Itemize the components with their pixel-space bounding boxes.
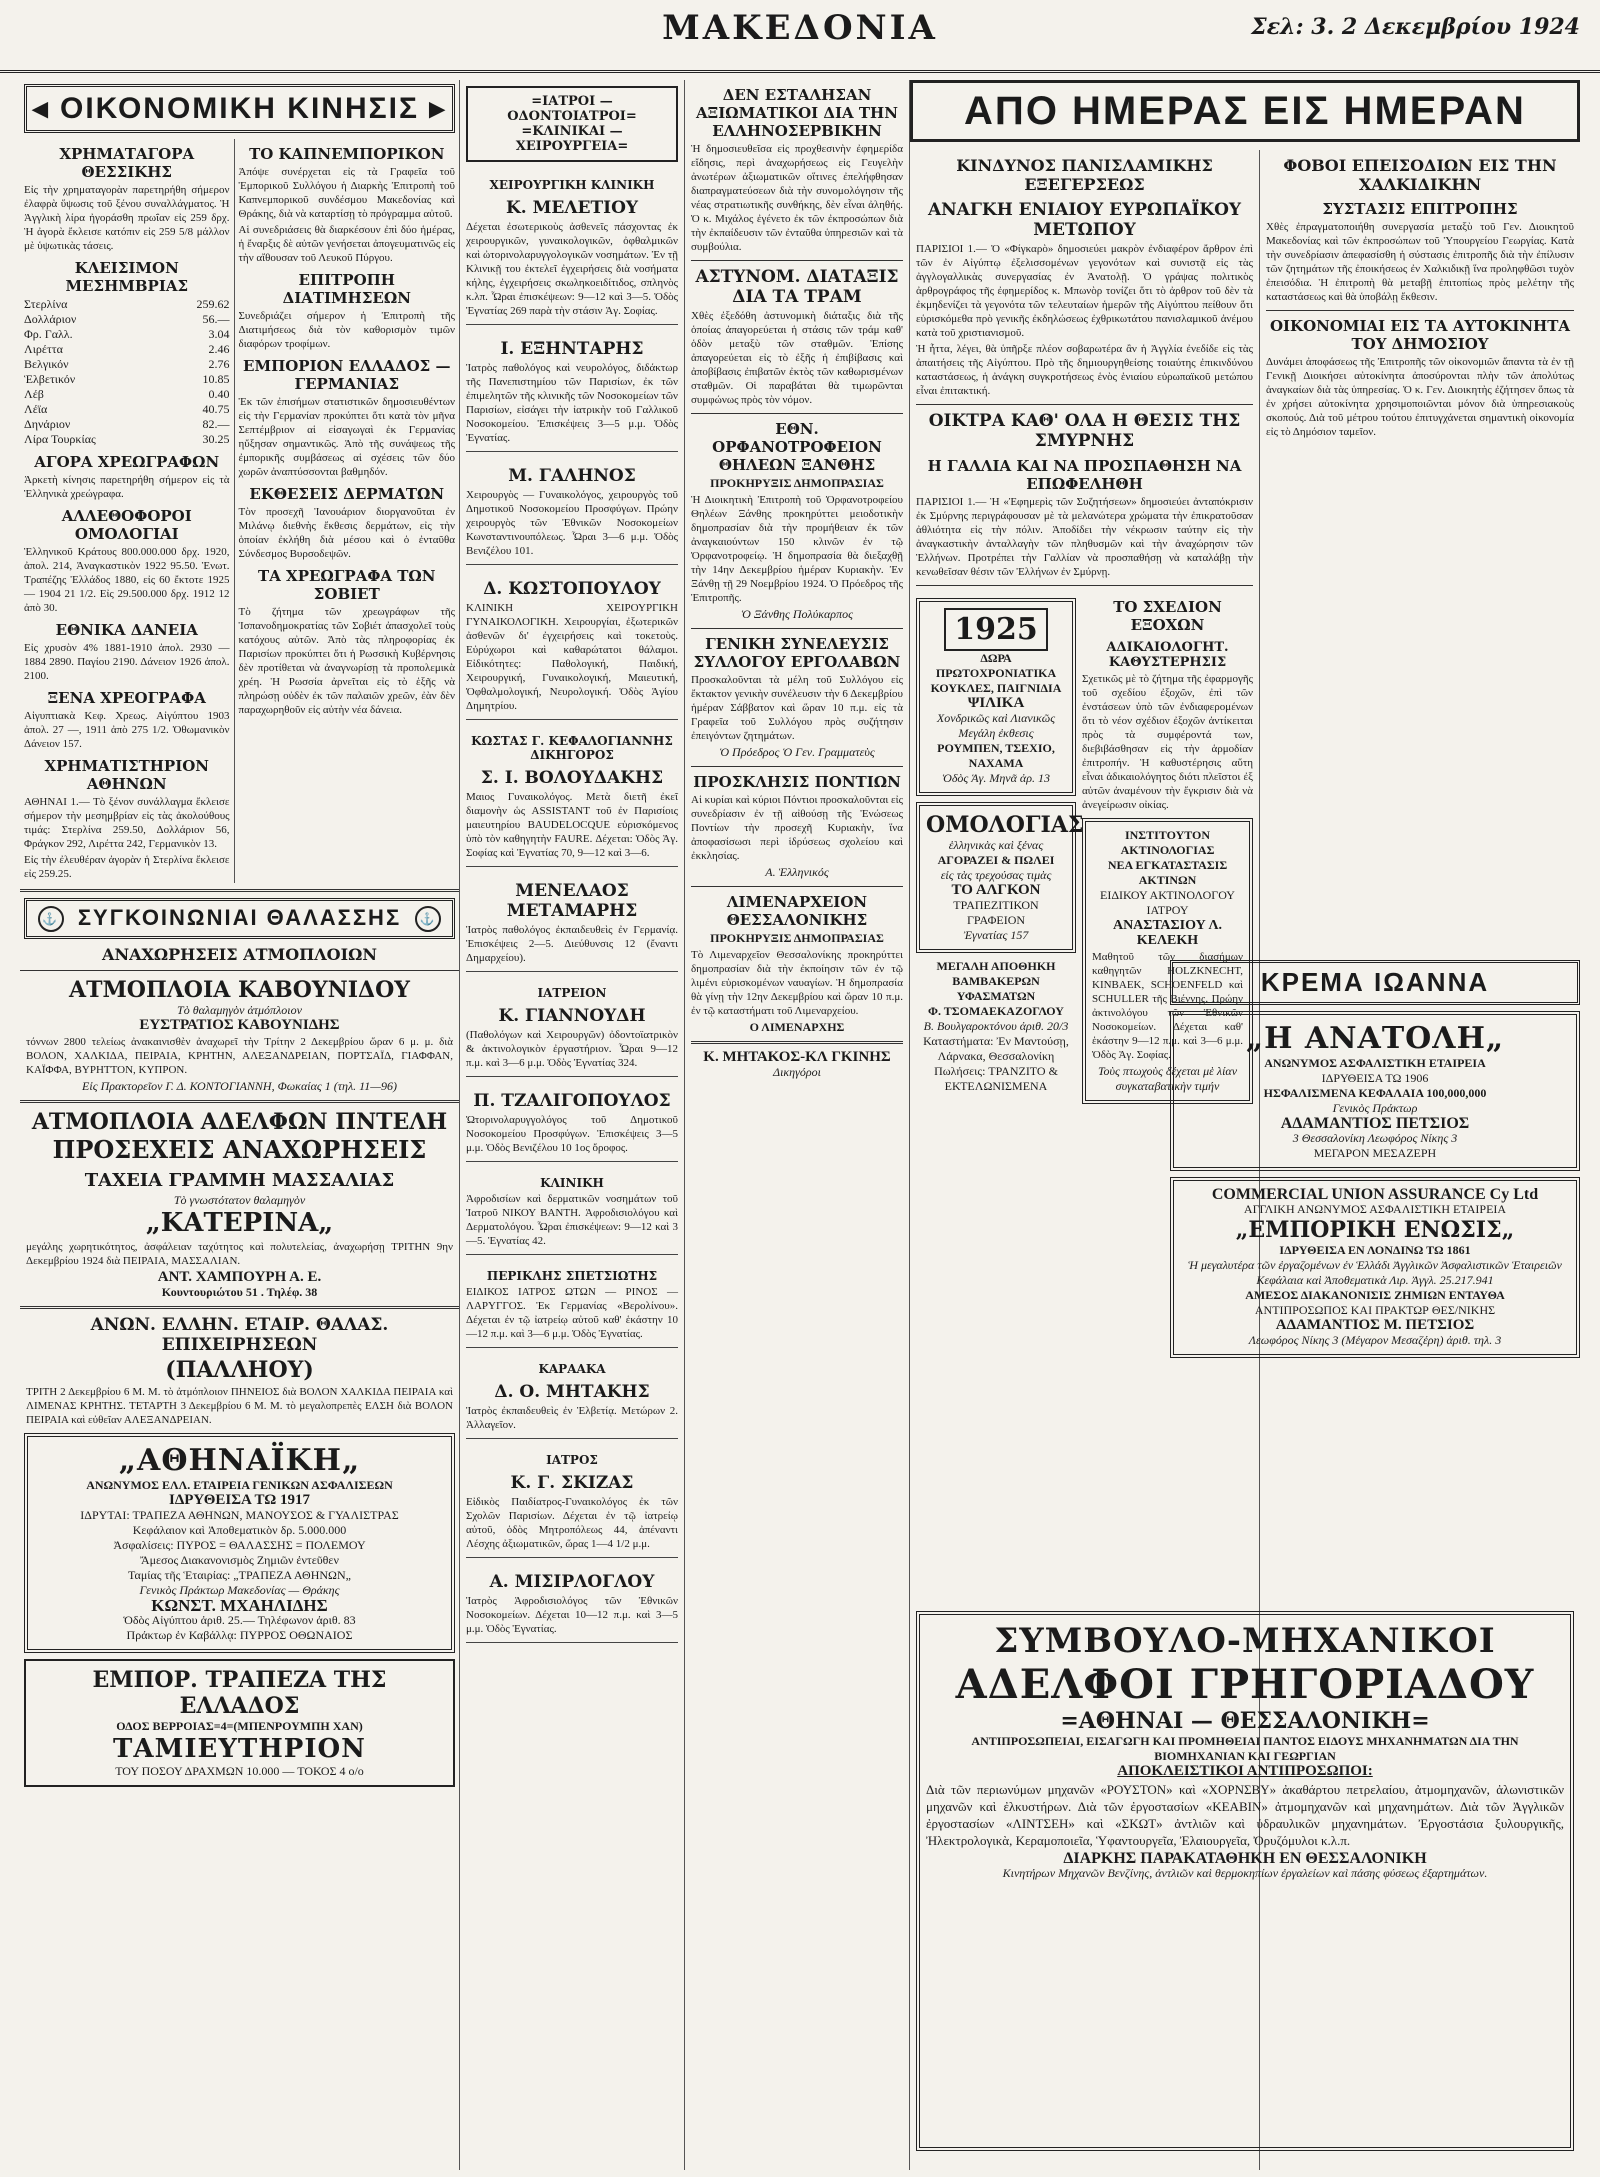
doctor-ad — [466, 1352, 678, 1439]
column-news — [685, 80, 910, 2170]
doctor-ad — [466, 976, 678, 1077]
cu-capital: Κεφάλαια καὶ Ἀποθεματικὰ Λιρ. Ἀγγλ. 25.217.941 — [1256, 1273, 1494, 1287]
rate-value: 56.— — [202, 312, 230, 326]
doctor-text: Ἰατρὸς παθολόγος ἐκπαιδευθεὶς ἐν Γερμανίᾳ. Ἐπισκέψεις 2—5. Διεύθυνσις 12 (ἔναντι Δημαρχείου). — [466, 924, 678, 964]
bonds-ad — [916, 802, 1084, 953]
doctor-ad — [466, 1166, 678, 1255]
athinaiki-bank: Ταμίας τῆς Ἑταιρίας: „ΤΡΑΠΕΖΑ ΑΘΗΝΩΝ„ — [128, 1568, 351, 1583]
kavounides-text: τόννων 2800 τελείως ἀνακαινισθὲν ἀναχωρεῖ τὴν Τρίτην 2 Δεκεμβρίου ὥραν 6 μ. μ. διὰ ΒΟΛΟΝ, ΧΑΛΚΙΔΑ, ΠΕΙΡΑΙΑ, ΚΡΗΤΗΝ, ΑΛΕΞΑΝΔΡΕΙΑΝ, ΠΟΡΤΣΑΪΔ, ΓΙΑΦΦΑΝ, ΚΑΪΦΦΑ, ΒΥΡΗΤΤΟΝ, ΚΥΠΡΟΝ. — [26, 1036, 453, 1077]
cu-name: „ΕΜΠΟΡΙΚΗ ΕΝΩΣΙΣ„ — [1235, 1217, 1515, 1243]
doctor-ad-title: ΠΕΡΙΚΛΗΣ ΣΠΕΤΣΙΩΤΗΣ — [486, 1269, 658, 1283]
rate-name: Δολλάριον — [24, 312, 77, 326]
foreign-bonds-text: Αἰγυπτιακὰ Κεφ. Χρεως. Αἰγύπτου 1903 ἀπολ. 27 —, 1911 ἀπὸ 275 1/2. Ὀθωμανικὸν Δάνειον 157. — [24, 710, 230, 750]
plan-text: Σχετικῶς μὲ τὸ ζήτημα τῆς ἐφαρμογῆς τοῦ σχεδίου ἐξοχῶν, ἐπὶ τῶν ἐνστάσεων ὑπὸ τῶν ἐνδιαφερομένων ὅτι τὸ νέον σχέδιον ἐξοχῶν ἀντίκειται πρὸς τὰ συμφέροντά των, διεβιβάσθησαν εἰς τὴν ἁρμοδίαν ἐπιτροπήν. Ἡ καθυστέρησις αὕτη εἶναι ἀδικαιολόγητος διότι πλεῖστοι ἐξ αὐτῶν ἀναμένουν τὴν ἔγκρισιν διὰ νὰ ἀνεγείρωσιν οἰκίας. — [1082, 673, 1253, 811]
doctor-text: Δέχεται ἐσωτερικοὺς ἀσθενεῖς πάσχοντας ἐκ χειρουργικῶν, γυναικολογικῶν, ὀφθαλμικῶν καὶ ὠτορινολαρυγγολογικῶν νοσημάτων. Ἐν τῇ Κλινικῇ του ἐκτελεῖ ἐγχειρήσεις διὰ νοσήματα κήλης, ἐγχειρήσεις σκωληκοειδίτιδος, σπληνὸς κ.λπ. Ὧραι ἐπισκέψεων: 9—12 καὶ 3—5. Ὁδὸς Ἐγνατίας 269 παρὰ τὴν στάσιν Ἁγ. Σοφίας. — [466, 221, 678, 317]
doctor-ad — [466, 1259, 678, 1348]
doctor-text: ΕΙΔΙΚΟΣ ΙΑΤΡΟΣ ΩΤΩΝ — ΡΙΝΟΣ — ΛΑΡΥΓΓΟΣ. Ἐκ Γερμανίας «Βερολίνου». Δέχεται ἐν τῷ ἰατρείῳ αὐτοῦ καθ' ἑκάστην 10—12 π.μ. καὶ 3—6 μ.μ. Ὁδὸς Ἐγνατίας. — [466, 1286, 678, 1340]
doctor-ad-title: ΙΑΤΡΟΣ — [546, 1453, 598, 1467]
harbor-title: ΛΙΜΕΝΑΡΧΕΙΟΝ ΘΕΣΣΑΛΟΝΙΚΗΣ — [726, 893, 868, 929]
doctor-ad — [466, 569, 678, 720]
bonds-ad-office2: ΤΡΑΠΕΖΙΤΙΚΟΝ ΓΡΑΦΕΙΟΝ — [953, 898, 1039, 927]
toys-bonds-col — [916, 592, 1084, 1110]
rate-value: 40.75 — [202, 402, 230, 416]
athinaiki-ad — [24, 1433, 455, 1653]
tobacco-title: ΤΟ ΚΑΠΝΕΜΠΟΡΙΚΟΝ — [249, 145, 445, 163]
commercial-union-ad — [1170, 1177, 1580, 1358]
anatoli-agent: ΑΔΑΜΑΝΤΙΟΣ ΠΕΤΣΙΟΣ — [1280, 1115, 1470, 1132]
doctor-ad — [466, 724, 678, 867]
doctor-text: Μαιος Γυναικολόγος. Μετὰ διετῆ ἐκεῖ διαμονὴν ὡς ASSISTANT τοῦ ἐν Παρισίοις μαιευτηρίου BAUDELOCQUE εὑρισκόμενος ὑπὸ τὸν καθηγητὴν FAURE. Δέχεται: Ὁδὸς Ἁγ. Σοφίας καὶ Ἐγνατίας 70, 9—12 καὶ 3—6. — [466, 791, 678, 859]
toys-sub: ΚΟΥΚΛΕΣ, ΠΑΙΓΝΙΔΙΑ — [930, 681, 1062, 695]
doctor-name: Δ. ΚΩΣΤΟΠΟΥΛΟΥ — [483, 579, 661, 599]
athens-exchange-text-2: Εἰς τὴν ἐλευθέραν ἀγορὰν ἡ Στερλίνα ἔκλεισε εἰς 259.25. — [24, 854, 230, 880]
doctor-name: Ι. ΕΞΗΝΤΑΡΗΣ — [500, 339, 644, 359]
bank-rate: ΤΟΥ ΠΟΣΟΥ ΔΡΑΧΜΩΝ 10.000 — ΤΟΚΟΣ 4 ο/ο — [115, 1764, 364, 1779]
cars-title: ΟΙΚΟΝΟΜΙΑΙ ΕΙΣ ΤΑ ΑΥΤΟΚΙΝΗΤΑ ΤΟΥ ΔΗΜΟΣΙΟΥ — [1269, 317, 1571, 353]
bonds-ad-buys: ΑΓΟΡΑΖΕΙ & ΠΩΛΕΙ — [937, 853, 1055, 867]
griag-cities: =ΑΘΗΝΑΙ — ΘΕΣΣΑΛΟΝΙΚΗ= — [1060, 1708, 1430, 1734]
rate-row — [24, 312, 230, 327]
doctor-text: (Παθολόγων καὶ Χειρουργῶν) ὀδοντοϊατρικὸν & ἀκτινολογικὸν ἐργαστήριον. Ὧραι 9—12 π.μ. καὶ 3—6 μ.μ. Ὁδὸς Ἐγνατίας 324. — [466, 1029, 678, 1069]
doctor-ad-title: ΚΛΙΝΙΚΗ — [540, 1176, 604, 1190]
plan-title: ΤΟ ΣΧΕΔΙΟΝ ΕΞΟΧΩΝ — [1113, 598, 1222, 634]
doctor-ad — [466, 1081, 678, 1162]
athinaiki-insure: Ἀσφαλίσεις: ΠΥΡΟΣ = ΘΑΛΑΣΣΗΣ = ΠΟΛΕΜΟΥ — [113, 1538, 366, 1553]
shipping-banner: ⚓ ΣΥΓΚΟΙΝΩΝΙΑΙ ΘΑΛΑΣΣΗΣ ⚓ — [24, 898, 455, 939]
xray-text: Μαθητοῦ τῶν διασήμων καθηγητῶν HOLZKNECHT, KINBAEK, SCHOENFELD καὶ SCHULLER τῆς Βιέννης. Πρώην ἀκτινολόγου τῶν Ἐθνικῶν Νοσοκομείων. Δέχεται καθ' ἑκάστην 9—12 π.μ. καὶ 3—6 μ.μ. Ὁδὸς Ἁγ. Σοφίας. — [1092, 951, 1243, 1061]
cu-title: COMMERCIAL UNION ASSURANCE Cy Ltd — [1211, 1186, 1539, 1203]
tram-text: Χθὲς ἐξεδόθη ἀστυνομικὴ διάταξις διὰ τῆς ὁποίας ἀπαγορεύεται ἡ στάσις τῶν τράμ καθ' ὁδὸν μεταξὺ τῶν σταθμῶν. Ἐπίσης ἀπαγορεύεται εἰς τὸ ἐξῆς ἡ ἐπιβίβασις καὶ ἀποβίβασις ἐπιβατῶν ἐκτὸς τῶν καθωρισμένων σταθμῶν. Οἱ παραβάται θὰ τιμωρῶνται συμφώνως πρὸς τὸν νόμον. — [691, 310, 903, 406]
market-text: Εἰς τὴν χρηματαγορὰν παρετηρήθη σήμερον ἐλαφρὰ ὕψωσις τοῦ ξένου συναλλάγματος. Ἡ Ἀγγλικὴ λίρα ἠγοράσθη πρωΐαν εἰς 259 δρχ. Ἡ ἀγορὰ ἔκλεισε κατόπιν εἰς 259 5/8 μάλλον μὲ ὑψωτικὰς τάσεις. — [24, 184, 230, 252]
doctor-text: Ἰατρὸς παθολόγος καὶ νευρολόγος, διδάκτωρ τῆς Πανεπιστημίου τῶν Παρισίων, ἐκ τῶν ἐπιμελητῶν τῆς κλινικῆς τῶν Νοσοκομείων τῶν Παρισίων, εἰσάγει τὴν ἰατρικὴν τοῦ Γαλλικοῦ Νοσοκομείου. Ἐπισκέψεις 3—5 μ.μ. Ὁδὸς Ἐγνατίας. — [466, 362, 678, 444]
rate-name: Λέβ — [24, 387, 44, 401]
rate-row — [24, 432, 230, 447]
smyrna-title: ΟΙΚΤΡΑ ΚΑΘ' ΟΛΑ Η ΘΕΣΙΣ ΤΗΣ ΣΜΥΡΝΗΣ — [928, 411, 1241, 451]
builders-title: ΓΕΝΙΚΗ ΣΥΝΕΛΕΥΣΙΣ ΣΥΛΛΟΓΟΥ ΕΡΓΟΛΑΒΩΝ — [693, 635, 901, 671]
doctor-name: Μ. ΓΑΛΗΝΟΣ — [508, 466, 636, 486]
athinaiki-kavala: Πράκτωρ ἐν Καβάλλᾳ: ΠΥΡΡΟΣ ΟΘΩΝΑΙΟΣ — [126, 1628, 353, 1643]
rate-row — [24, 417, 230, 432]
toys-sub2: ΨΙΛΙΚΑ — [967, 695, 1025, 711]
doctor-name: Π. ΤΖΑΛΙΓΟΠΟΥΛΟΣ — [473, 1091, 671, 1111]
doctor-ad — [466, 1562, 678, 1643]
islam-sub: ΑΝΑΓΚΗ ΕΝΙΑΙΟΥ ΕΥΡΩΠΑΪΚΟΥ ΜΕΤΩΠΟΥ — [927, 200, 1242, 240]
kavounides-agent: Εἰς Πρακτορεῖον Γ. Δ. ΚΟΝΤΟΓΙΑΝΝΗ, Φωκαίας 1 (τηλ. 11—96) — [82, 1079, 397, 1094]
rates-title: ΚΛΕΙΣΙΜΟΝ ΜΕΣΗΜΒΡΙΑΣ — [65, 259, 189, 295]
lawyers-ad-sub: Δικηγόροι — [773, 1065, 821, 1079]
athinaiki-founded: ΙΔΡΥΘΕΙΣΑ ΤΩ 1917 — [169, 1492, 310, 1509]
smyrna-sub: Η ΓΑΛΛΙΑ ΚΑΙ ΝΑ ΠΡΟΣΠΑΘΗΣΗ ΝΑ ΕΠΩΦΕΛΗΘΗ — [927, 457, 1242, 493]
cars-text: Δυνάμει ἀποφάσεως τῆς Ἐπιτροπῆς τῶν οἰκονομιῶν ἅπαντα τὰ ἐν τῇ Γενικῇ Διοικήσει αὐτοκίνητα ἀποσύρονται πλὴν τῶν ἀπολύτως ἀναγκαίων διὰ τὰς ὑπηρεσίας. Ὁ κ. Γεν. Διοικητὴς ἐζήτησεν ὅπως τὰ ἐν χρήσει αὐτοκίνητα χρησιμοποιῶνται μόνον διὰ ὑπηρεσιακοὺς σκοπούς. Διὰ τοῦ μέτρου τούτου ἐπιτυγχάνεται σημαντικὴ οἰκονομία εἰς τὸ Δημόσιον ταμεῖον. — [1266, 356, 1574, 438]
harbor-sub: ΠΡΟΚΗΡΥΞΙΣ ΔΗΜΟΠΡΑΣΙΑΣ — [710, 931, 884, 945]
cu-founded: ΙΔΡΥΘΕΙΣΑ ΕΝ ΛΟΝΔΙΝΩ ΤΩ 1861 — [1279, 1243, 1471, 1257]
rate-name: Λέϊα — [24, 402, 48, 416]
obligations-text: Ἑλληνικοῦ Κράτους 800.000.000 δρχ. 1920, ἀπολ. 214, Ἀναγκαστικὸν 1922 95.50. Ἑνωτ. Τραπέζης Ἑλλάδος 1880, εἰς 60 ἔκτοτε 1925 — 1904 21 1/2. Εἰς 29.500.000 δρχ. 1912 12 ἀπὸ 30. — [24, 546, 230, 614]
rate-value: 3.04 — [208, 327, 230, 341]
bonds-ad-title: ΟΜΟΛΟΓΙΑΣ — [926, 812, 1084, 838]
athinaiki-addr: Ὁδὸς Αἰγύπτου ἀριθ. 25.— Τηλέφωνον ἀριθ. 83 — [123, 1613, 356, 1628]
rate-row — [24, 372, 230, 387]
athinaiki-agent: ΚΩΝΣΤ. ΜΧΑΗΛΙΔΗΣ — [151, 1596, 328, 1616]
doctor-ad — [466, 871, 678, 972]
doctor-ad-title: ΚΑΡΑΑΚΑ — [538, 1362, 606, 1376]
doctor-text: Ὠτορινολαρυγγολόγος τοῦ Δημοτικοῦ Νοσοκομείου Προσφύγων. Ἐπισκέψεις 3—5 μ.μ. Ὁδὸς Βενιζέλου 10 1ος ὄροφος. — [466, 1114, 678, 1154]
bonds-title: ΑΓΟΡΑ ΧΡΕΩΓΡΑΦΩΝ — [34, 453, 220, 471]
rate-name: Δηνάριον — [24, 417, 71, 431]
builders-text: Προσκαλοῦνται τὰ μέλη τοῦ Συλλόγου εἰς ἔκτακτον γενικὴν συνέλευσιν τὴν 6 Δεκεμβρίου ἡμέραν Σάββατον καὶ ὥραν 10 π.μ. εἰς τὰ Γραφεῖα τοῦ Συλλόγου πρὸς συζήτησιν ἐπειγόντων ζητημάτων. — [691, 674, 903, 742]
price-committee-title: ΕΠΙΤΡΟΠΗ ΔΙΑΤΙΜΗΣΕΩΝ — [282, 271, 411, 307]
tobacco-text-2: Αἱ συνεδριάσεις θὰ διαρκέσουν ἐπὶ δύο ἡμέρας, ἡ ἔναρξις δὲ αὐτῶν γενήσεται ἀπογευματινῶς εἰς τὴν αἴθουσαν τοῦ Λευκοῦ Πύργου. — [238, 224, 455, 264]
cu-addr: Λεωφόρος Νίκης 3 (Μέγαρον Μεσαζέρη) ἀριθ. τηλ. 3 — [1248, 1333, 1502, 1347]
anatoli-ad — [1170, 1011, 1580, 1171]
anchor-icon: ⚓ — [38, 906, 64, 932]
insurance-ads — [1170, 960, 1580, 1364]
rate-value: 0.40 — [208, 387, 230, 401]
smyrna-text: ΠΑΡΙΣΙΟΙ 1.— Ἡ «Ἐφημερὶς τῶν Συζητήσεων» δημοσιεύει ἀνταπόκρισιν ἐκ Σμύρνης περιγράφουσαν μὲ τὰ μελανώτερα χρώματα τὴν ἐπικρατοῦσαν ἀθλιότητα εἰς τὴν πόλιν. Ἀποδίδει τὴν νέκρωσιν ταύτην εἰς τὴν ἀναγκαστικὴν ἀνταλλαγὴν τῶν πληθυσμῶν καὶ τὴν ἀναχώρησιν τῶν Ἑλλήνων. Προτρέπει τὴν Γαλλίαν νὰ προσπαθήσῃ νὰ καταλάβῃ τὴν κενωθεῖσαν θέσιν τῶν Ἑλλήνων ἐν Σμύρνῃ. — [916, 496, 1253, 578]
pallis-title: ΑΝΩΝ. ΕΛΛΗΝ. ΕΤΑΙΡ. ΘΑΛΑΣ. ΕΠΙΧΕΙΡΗΣΕΩΝ — [90, 1315, 389, 1356]
bonds-ad-sub: ἑλληνικὰς καὶ ξένας — [948, 838, 1044, 852]
column-local-news — [1260, 150, 1580, 950]
trade-germany-title: ΕΜΠΟΡΙΟΝ ΕΛΛΑΔΟΣ — ΓΕΡΜΑΝΙΑΣ — [243, 357, 451, 393]
pontus-sig: Α. Ἑλληνικός — [765, 865, 829, 879]
toys-sub3: Χονδρικῶς καὶ Λιανικῶς — [936, 711, 1056, 725]
rate-value: 30.25 — [202, 432, 230, 446]
trade-germany-text: Ἐκ τῶν ἐπισήμων στατιστικῶν δημοσιευθέντων εἰς τὴν Γερμανίαν προκύπτει ὅτι κατὰ τὸν μῆνα Σεπτέμβριον αἱ εἰσαγωγαὶ ἐκ Γερμανίας ηὔξησαν σημαντικῶς. Ἀπὸ τῆς συνάψεως τῆς ἐμπορικῆς συμβάσεως αἱ σχέσεις τῶν δύο χωρῶν ἀναπτύσσονται βαθμηδόν. — [238, 396, 455, 478]
xray-title: ΙΝΣΤΙΤΟΥΤΟΝ ΑΚΤΙΝΟΛΟΓΙΑΣ — [1120, 828, 1215, 857]
fears-title: ΦΟΒΟΙ ΕΠΕΙΣΟΔΙΩΝ ΕΙΣ ΤΗΝ ΧΑΛΚΙΔΙΚΗΝ — [1283, 156, 1557, 194]
anatoli-agent-role: Γενικὸς Πράκτωρ — [1332, 1101, 1418, 1115]
rate-name: Λίρα Τουρκίας — [24, 432, 96, 446]
toys-ad — [916, 598, 1076, 796]
hides-text: Τὸν προσεχῆ Ἰανουάριον διοργανοῦται ἐν Μιλάνῳ διεθνὴς ἔκθεσις δερμάτων, εἰς τὴν ὁποίαν ἐκλήθη διὰ μέσου καὶ ὁ ἐνταῦθα Σύνδεσμος Βυρσοδεψῶν. — [238, 506, 455, 560]
athinaiki-claims: Ἄμεσος Διακανονισμὸς Ζημιῶν ἐντεῦθεν — [140, 1553, 339, 1568]
section-banner-economics: ◂ ΟΙΚΟΝΟΜΙΚΗ ΚΙΝΗΣΙΣ ▸ — [24, 84, 455, 133]
katerina-addr: Κουντουριώτου 51 . Τηλέφ. 38 — [161, 1285, 318, 1300]
griag-name: ΑΔΕΛΦΟΙ ΓΡΗΓΟΡΙΑΔΟΥ — [955, 1661, 1535, 1708]
islam-title: ΚΙΝΔΥΝΟΣ ΠΑΝΙΣΛΑΜΙΚΗΣ ΕΞΕΓΕΡΣΕΩΣ — [956, 156, 1213, 194]
kavounides-title: ΑΤΜΟΠΛΟΙΑ ΚΑΒΟΥΝΙΔΟΥ — [69, 977, 410, 1004]
rate-value: 82.— — [202, 417, 230, 431]
cotton-sale: Πωλήσεις: ΤΡΑΝΖΙΤΟ & ΕΚΤΕΛΩΝΙΣΜΕΝΑ — [934, 1064, 1058, 1093]
bank-addr: ΟΔΟΣ ΒΕΡΡΟΙΑΣ=4=(ΜΠΕΝΡΟΥΜΠΗ ΧΑΝ) — [116, 1719, 363, 1734]
orphanage-sub: ΠΡΟΚΗΡΥΞΙΣ ΔΗΜΟΠΡΑΣΙΑΣ — [710, 476, 884, 490]
athinaiki-capital: Κεφάλαιον καὶ Ἀποθεματικὸν δρ. 5.000.000 — [132, 1523, 347, 1538]
islam-text-2: Ἡ ἧττα, λέγει, θὰ ὑπῆρξε πλέον σοβαρωτέρα ἂν ἡ Ἀγγλία ἐνεδίδε εἰς τὰς ἀπαιτήσεις τῆς Αἰγύπτου. Πρὸ τῆς δημιουργηθείσης τοιαύτης ἐπικινδύνου καταστάσεως, ἡ ἀνάγκη συγκροτήσεως ἑνὸς ἑνιαίου εὐρωπαϊκοῦ μετώπου εἶναι ἐπιτακτική. — [916, 343, 1253, 397]
arrow-left-icon: ◂ — [32, 92, 50, 125]
griag-warehouse: ΔΙΑΡΚΗΣ ΠΑΡΑΚΑΤΑΘΗΚΗ ΕΝ ΘΕΣΣΑΛΟΝΙΚΗ — [1063, 1850, 1427, 1867]
cotton-note: Καταστήματα: Ἐν Μαντούσῃ, Λάρνακα, Θεσσαλονίκη — [923, 1034, 1069, 1063]
cotton-ad — [916, 959, 1076, 1094]
bonds-ad-office: ΤΟ ΑΛΓΚΟΝ — [951, 882, 1041, 898]
cu-note: Ἡ μεγαλυτέρα τῶν ἐργαζομένων ἐν Ἑλλάδι Ἀγγλικῶν Ἀσφαλιστικῶν Ἑταιρειῶν — [1188, 1258, 1562, 1272]
obligations-title: ΑΛΛΕΘΟΦΟΡΟΙ ΟΜΟΛΟΓΙΑΙ — [61, 507, 192, 543]
doctor-name: ΜΕΝΕΛΑΟΣ ΜΕΤΑΜΑΡΗΣ — [506, 881, 638, 921]
rate-row — [24, 402, 230, 417]
national-loans-text: Εἰς χρυσὸν 4% 1881-1910 ἀπολ. 2930 — 1884 2890. Παγίου 2190. Δάνειον 1926 ἀπολ. 2100. — [24, 642, 230, 682]
cotton-name: Φ. ΤΣΟΜΑΕΚΑΖΟΓΛΟΥ — [928, 1004, 1064, 1018]
masthead — [0, 0, 1600, 73]
rate-value: 10.85 — [202, 372, 230, 386]
athinaiki-title: „ΑΘΗΝΑΪΚΗ„ — [118, 1443, 361, 1479]
economics-left — [20, 139, 235, 883]
anatoli-addr2: ΜΕΓΑΡΟΝ ΜΕΣΑΖΕΡΗ — [1313, 1146, 1437, 1160]
cu-agent-role: ΑΝΤΙΠΡΟΣΩΠΟΣ ΚΑΙ ΠΡΑΚΤΩΡ ΘΕΣ/ΝΙΚΗΣ — [1254, 1303, 1496, 1317]
departures-title: ΑΝΑΧΩΡΗΣΕΙΣ ΑΤΜΟΠΛΟΙΩΝ — [102, 945, 377, 965]
foreign-bonds-title: ΞΕΝΑ ΧΡΕΟΓΡΑΦΑ — [47, 689, 206, 707]
athinaiki-founders: ΙΔΡΥΤΑΙ: ΤΡΑΠΕΖΑ ΑΘΗΝΩΝ, ΜΑΝΟΥΣΟΣ & ΓΥΑΛΙΣΤΡΑΣ — [80, 1508, 399, 1523]
athinaiki-sub: ΑΝΩΝΥΜΟΣ ΕΛΛ. ΕΤΑΙΡΕΙΑ ΓΕΝΙΚΩΝ ΑΣΦΑΛΙΣΕΩΝ — [86, 1478, 393, 1493]
athinaiki-agent-role: Γενικὸς Πράκτωρ Μακεδονίας — Θράκης — [139, 1583, 340, 1598]
tram-title: ΑΣΤΥΝΟΜ. ΔΙΑΤΑΞΙΣ ΔΙΑ ΤΑ ΤΡΑΜ — [695, 267, 899, 307]
cotton-sub: ΒΑΜΒΑΚΕΡΩΝ ΥΦΑΣΜΑΤΩΝ — [952, 974, 1040, 1003]
orphanage-sig: Ὁ Ξάνθης Πολύκαρπος — [741, 607, 853, 621]
market-title: ΧΡΗΜΑΤΑΓΟΡΑ ΘΕΣΣΙΚΗΣ — [59, 145, 195, 181]
rate-row — [24, 327, 230, 342]
bonds-text: Ἀρκετὴ κίνησις παρετηρήθη σήμερον εἰς τὰ Ἑλληνικὰ χρεώγραφα. — [24, 474, 230, 500]
plan-sub: ΑΔΙΚΑΙΟΛΟΓΗΤ. ΚΑΘΥΣΤΕΡΗΣΙΣ — [1106, 640, 1229, 670]
cu-sub: ΑΓΓΛΙΚΗ ΑΝΩΝΥΜΟΣ ΑΣΦΑΛΙΣΤΙΚΗ ΕΤΑΙΡΕΙΑ — [1243, 1202, 1507, 1216]
doctor-ad — [466, 168, 678, 325]
doctor-name: Κ. ΜΕΛΕΤΙΟΥ — [505, 198, 639, 218]
xray-sub2: ΕΙΔΙΚΟΥ ΑΚΤΙΝΟΛΟΓΟΥ ΙΑΤΡΟΥ — [1100, 888, 1235, 917]
bank-ad — [24, 1659, 455, 1787]
griag-text: Διὰ τῶν περιωνύμων μηχανῶν «ΡΟΥΣΤΟΝ» καὶ «ΧΟΡΝΣΒΥ» ἀκαθάρτου πετρελαίου, ἀτμομηχανῶν, ἀλωνιστικῶν μηχανῶν καὶ ἐλκυστήρων. Διὰ τῶν ἐργοστασίων «ΚΕΑΒΙΝ» ἀτμομηχανῶν καὶ μηχανημάτων. Διὰ τῶν Ἀγγλικῶν ἐργοστασίων «ΛΙΝΤΣΕΗ» καὶ «ΣΚΩΤ» ἀντλιῶν καὶ ὑδραυλικῶν μηχανημάτων. Ἐργοστάσια ξυλουργικῆς, Ἠλεκτρολογικὰ, Κεραμοποιεῖα, Ὑφαντουργεῖα, Ἐλαιουργεῖα, Ὀρυζόμυλοι κ.λ.π. — [926, 1782, 1564, 1848]
doctor-text: Ἰατρὸς ἐκπαιδευθεὶς ἐν Ἑλβετίᾳ. Μετώρων 2. Ἀλλαγεῖον. — [466, 1405, 678, 1431]
xray-note: Τοὺς πτωχοὺς δέχεται μὲ λίαν συγκαταβατικὴν τιμήν — [1097, 1064, 1238, 1093]
doctor-name: Κ. ΓΙΑΝΝΟΥΔΗ — [498, 1006, 646, 1026]
page-date: Σελ: 3. 2 Δεκεμβρίου 1924 — [1251, 14, 1580, 40]
anchor-icon: ⚓ — [415, 906, 441, 932]
column-doctors — [460, 80, 685, 2170]
orphanage-title: ΕΘΝ. ΟΡΦΑΝΟΤΡΟΦΕΙΟΝ ΘΗΛΕΩΝ ΞΑΝΘΗΣ — [712, 420, 882, 474]
rate-name: Στερλίνα — [24, 297, 68, 311]
pontus-text: Αἱ κυρίαι καὶ κύριοι Πόντιοι προσκαλοῦνται εἰς συνεδρίασιν ἐν τῇ αἰθούσῃ τῆς Ἐνώσεως Ποντίων τὴν προσεχῆ Κυριακὴν, ἵνα ἀποφασίσωσι περὶ ἱδρύσεως σχολείου καὶ ἐκκλησίας. — [691, 794, 903, 862]
rate-row — [24, 387, 230, 402]
rate-value: 259.62 — [196, 297, 230, 311]
pontus-title: ΠΡΟΣΚΛΗΣΙΣ ΠΟΝΤΙΩΝ — [693, 773, 901, 791]
griag-note: Κινητήρων Μηχανῶν Βενζίνης, ἀντλιῶν καὶ θερμοκηπίων ἐργαλείων καὶ πάσης φύσεως ἐξαρτημάτων. — [1002, 1866, 1488, 1880]
newspaper-name: ΜΑΚΕΔΟΝΙΑ — [662, 8, 938, 48]
doctor-text: Εἰδικὸς Παιδίατρος-Γυναικολόγος ἐκ τῶν Σχολῶν Παρισίων. Δέχεται ἐν τῷ ἰατρείῳ αὐτοῦ, ὁδὸς Μητροπόλεως 44, ἀπέναντι Λέσχης ἀξιωματικῶν, ὥρας 1—4 1/2 μ.μ. — [466, 1496, 678, 1550]
rate-row — [24, 357, 230, 372]
islam-text: ΠΑΡΙΣΙΟΙ 1.— Ὁ «Φίγκαρὸ» δημοσιεύει μακρὸν ἐνδιαφέρον ἄρθρον ἐπὶ τῶν ἐν Αἰγύπτῳ ἐξελισσομένων γεγονότων καὶ συνιστᾷ εἰς τὰς ἀγγλογαλλικὰς συνεργασίας ἐν Ἀνατολῇ. Ὁ γράψας πολιτικὸς ἀρθρογράφος τῆς ἐφημερίδος κ. Μπωνὸρ τονίζει ὅτι τὸ ἀρθρον τοῦ δὲν τὰ ἐκμηδενίζει τὰ γεγονότα τῶν τελευταίων ἡμερῶν τῆς Αἰγύπτου πείθουν ὅτι εὑρισκόμεθα πρὸ γενικῆς ἐκδηλώσεως ἐχθρικωτάτου πανισλαμικοῦ ἀνέμου κατὰ τοῦ χριστιανισμοῦ. — [916, 243, 1253, 339]
doctor-text: Χειρουργὸς — Γυναικολόγος, χειρουργὸς τοῦ Δημοτικοῦ Νοσοκομείου Προσφύγων. Πρώην χειρουργὸς τῶν Ἐθνικῶν Νοσοκομείων Κωνσταντινουπόλεως. Ὧραι 3—6 μ.μ. Ὁδὸς Βενιζέλου 101. — [466, 489, 678, 557]
rate-name: Φρ. Γαλλ. — [24, 327, 73, 341]
griag-excl: ΑΠΟΚΛΕΙΣΤΙΚΟΙ ΑΝΤΙΠΡΟΣΩΠΟΙ: — [1117, 1763, 1373, 1779]
xray-sub: ΝΕΑ ΕΓΚΑΤΑΣΤΑΣΙΣ ΑΚΤΙΝΩΝ — [1107, 858, 1228, 887]
soviet-bonds-title: ΤΑ ΧΡΕΩΓΡΑΦΑ ΤΩΝ ΣΟΒΙΕΤ — [258, 567, 436, 603]
harbor-text: Τὸ Λιμεναρχεῖον Θεσσαλονίκης προκηρύττει δημοπρασίαν διὰ τὴν ἐκποίησιν τῶν ἐν τῷ λιμένι εὑρισκομένων ναυαγίων. Ἡ δημοπρασία θὰ γίνῃ τὴν 12ην Δεκεμβρίου καὶ ὥραν 10 π.μ. ἐν τῷ καταστήματι τοῦ Λιμεναρχείου. — [691, 949, 903, 1017]
doctor-ad-title: ΙΑΤΡΕΙΟΝ — [537, 986, 607, 1000]
rate-row — [24, 297, 230, 312]
marseille-title: ΤΑΧΕΙΑ ΓΡΑΜΜΗ ΜΑΣΣΑΛΙΑΣ — [84, 1170, 395, 1192]
doctor-name: Δ. Ο. ΜΗΤΑΚΗΣ — [494, 1382, 650, 1402]
pantelis-title: ΑΤΜΟΠΛΟΙΑ ΑΔΕΛΦΩΝ ΠΝΤΕΛΗ — [31, 1109, 448, 1136]
rates-table — [24, 297, 230, 447]
soviet-bonds-text: Τὸ ζήτημα τῶν χρεωγράφων τῆς Ἰσπανοδημοκρατίας τῶν Σοβιέτ ἀπασχολεῖ τοὺς κατόχους αὐτῶν. Ἀπὸ τὰς πληροφορίας ἐκ Παρισίων προκύπτει ὅτι ἡ Ρωσσικὴ Κυβέρνησις δὲν προτίθεται νὰ ἀναγνωρίσῃ τὰ προπολεμικὰ χρέη. Ἡ Ρωσσία ἀρνεῖται εἰς τὸ ἑξῆς νὰ πληρώσῃ οὐδὲν ἐκ τῶν παλαιῶν χρεῶν, ἐὰν δὲν παραχωρηθοῦν εἰς αὐτὴν νέα δάνεια. — [238, 606, 455, 716]
doctor-ad-title: ΧΕΙΡΟΥΡΓΙΚΗ ΚΛΙΝΙΚΗ — [489, 178, 655, 192]
grigoriadou-ad — [910, 1605, 1580, 2165]
griag-sub: ΑΝΤΙΠΡΟΣΩΠΕΙΑΙ, ΕΙΣΑΓΩΓΗ ΚΑΙ ΠΡΟΜΗΘΕΙΑΙ ΠΑΝΤΟΣ ΕΙΔΟΥΣ ΜΗΧΑΝΗΜΑΤΩΝ ΔΙΑ ΤΗΝ ΒΙΟΜΗΧΑΝΙΑΝ ΚΑΙ ΓΕΩΡΓΙΑΝ — [971, 1734, 1519, 1763]
orphanage-text: Ἡ Διοικητικὴ Ἐπιτροπὴ τοῦ Ὀρφανοτροφείου Θηλέων Ξάνθης προκηρύττει μειοδοτικὴν δημοπρασίαν διὰ τὴν προμήθειαν ἐκ τῶν ἀναγκαιούντων 150 κλινῶν ἐν τῷ Ὀρφανοτροφείῳ. Ἡ δημοπρασία θὰ διεξαχθῇ τὴν 14ην Δεκεμβρίου ἡμέραν Κυριακὴν. Ἐν Ξάνθῃ τῇ 29 Νοεμβρίου 1924. Ὁ Πρόεδρος τῆς Ἐπιτροπῆς. — [691, 494, 903, 604]
cu-claims: ΑΜΕΣΟΣ ΔΙΑΚΑΝΟΝΙΣΙΣ ΖΗΜΙΩΝ ΕΝΤΑΥΘΑ — [1245, 1288, 1505, 1302]
lead-title: ΔΕΝ ΕΣΤΑΛΗΣΑΝ ΑΞΙΩΜΑΤΙΚΟΙ ΔΙΑ ΤΗΝ ΕΛΛΗΝΟΣΕΡΒΙΚΗΝ — [696, 86, 898, 140]
doctor-ad-title: ΚΩΣΤΑΣ Γ. ΚΕΦΑΛΟΓΙΑΝΝΗΣ ΔΙΚΗΓΟΡΟΣ — [471, 734, 673, 762]
harbor-sig: Ο ΛΙΜΕΝΑΡΧΗΣ — [749, 1020, 845, 1034]
athens-exchange-text: ΑΘΗΝΑΙ 1.— Τὸ ξένον συνάλλαγμα ἔκλεισε σήμερον τὴν μεσημβρίαν εἰς τὰς ἀκολούθους τιμάς: Στερλίνα 259.50, Δολλάριον 56, Φράγκον 292, Λιρέττα 242, Γερμανικὸν 13. — [24, 796, 230, 850]
builders-sig: Ὁ Πρόεδρος Ὁ Γεν. Γραμματεὺς — [719, 745, 875, 759]
pantelis-sub: ΠΡΟΣΕΧΕΙΣ ΑΝΑΧΩΡΗΣΕΙΣ — [52, 1135, 427, 1165]
rate-name: Ἑλβετικόν — [24, 372, 76, 386]
bonds-ad-price: εἰς τὰς τρεχούσας τιμὰς — [940, 868, 1052, 882]
tobacco-text: Ἀπόψε συνέρχεται εἰς τὰ Γραφεῖα τοῦ Ἐμπορικοῦ Συλλόγου ἡ Διαρκὴς Ἐπιτροπὴ τοῦ Καπνεμπορικοῦ συνδέσμου Μακεδονίας καὶ Θράκης, διὰ νὰ καταρτίσῃ τὸ πρόγραμμα αὐτοῦ. — [238, 166, 455, 220]
anatoli-addr: 3 Θεσσαλονίκη Λεωφόρος Νίκης 3 — [1292, 1131, 1458, 1145]
arrow-right-icon: ▸ — [429, 92, 447, 125]
main-headline: ΑΠΟ ΗΜΕΡΑΣ ΕΙΣ ΗΜΕΡΑΝ — [910, 80, 1580, 142]
cu-agent: ΑΔΑΜΑΝΤΙΟΣ Μ. ΠΕΤΣΙΟΣ — [1275, 1317, 1475, 1333]
national-loans-title: ΕΘΝΙΚΑ ΔΑΝΕΙΑ — [55, 621, 198, 639]
toys-year: 1925 — [944, 608, 1048, 651]
lawyers-ad: Κ. ΜΗΤΑΚΟΣ-ΚΛ ΓΚΙΝΗΣ — [703, 1049, 891, 1065]
doctors-list — [466, 168, 678, 1643]
column-economics — [20, 80, 460, 2170]
griag-title: ΣΥΜΒΟΥΛΟ-ΜΗΧΑΝΙΚΟΙ — [994, 1621, 1496, 1661]
bank-savings: ΤΑΜΙΕΥΤΗΡΙΟΝ — [113, 1734, 366, 1765]
kavounides-ship: ΕΥΣΤΡΑΤΙΟΣ ΚΑΒΟΥΝΙΔΗΣ — [139, 1017, 340, 1034]
lead-text: Ἡ δημοσιευθεῖσα εἰς προχθεσινὴν ἐφημερίδα εἴδησις, περὶ ἀναχωρήσεως εἰς Γευγελὴν ἀνωτέρων ἀξιωματικῶν οἵτινες ἐπελήφθησαν διαπραγματεύσεων διὰ τὴν συνομολόγησιν τῆς νέας στρατιωτικῆς συνθήκης, δὲν εἶναι ἀληθής. Ὁ κ. Μιχάλος ἐγένετο ἐκ τῶν ἐκπροσώπων διὰ τὴν ἐκπαίδευσιν τῶν ἐνταῦθα ὑπηρεσιῶν καὶ τὰ συμβούλια. — [691, 143, 903, 253]
hides-title: ΕΚΘΕΣΕΙΣ ΔΕΡΜΑΤΩΝ — [249, 485, 445, 503]
kavounides-sub: Τὸ θαλαμηγὸν ἀτμόπλοιον — [177, 1003, 302, 1018]
bank-title: ΕΜΠΟΡ. ΤΡΑΠΕΖΑ ΤΗΣ ΕΛΛΑΔΟΣ — [92, 1667, 387, 1720]
anatoli-sub: ΑΝΩΝΥΜΟΣ ΑΣΦΑΛΙΣΤΙΚΗ ΕΤΑΙΡΕΙΑ — [1264, 1056, 1486, 1070]
katerina-agent: ΑΝΤ. ΧΑΜΠΟΥΡΗ Α. Ε. — [157, 1269, 322, 1286]
rate-name: Βελγικόν — [24, 357, 69, 371]
rate-name: Λιρέττα — [24, 342, 63, 356]
xray-name: ΑΝΑΣΤΑΣΙΟΥ Λ. ΚΕΛΕΚΗ — [1112, 918, 1223, 948]
doctor-ad — [466, 456, 678, 565]
anatoli-founded: ΙΔΡΥΘΕΙΣΑ ΤΩ 1906 — [1321, 1071, 1429, 1085]
economics-right — [235, 139, 459, 883]
cotton-title: ΜΕΓΑΛΗ ΑΠΟΘΗΚΗ — [936, 959, 1056, 973]
ship-katerina: „ΚΑΤΕΡΙΝΑ„ — [145, 1208, 334, 1239]
grigoriadou-box — [916, 1611, 1574, 2151]
toys-addr: Ὁδὸς Ἁγ. Μηνᾶ ἀρ. 13 — [942, 771, 1050, 785]
doctor-ad — [466, 1443, 678, 1558]
rate-value: 2.76 — [208, 357, 230, 371]
doctor-name: Α. ΜΙΣΙΡΛΟΓΛΟΥ — [489, 1572, 655, 1592]
fears-sub: ΣΥΣΤΑΣΙΣ ΕΠΙΤΡΟΠΗΣ — [1322, 200, 1518, 218]
rate-value: 2.46 — [208, 342, 230, 356]
crema-ad: ΚΡΕΜΑ ΙΩΑΝΝΑ — [1170, 960, 1580, 1005]
toys-title: ΔΩΡΑ ΠΡΩΤΟΧΡΟΝΙΑΤΙΚΑ — [935, 651, 1057, 680]
bonds-ad-addr: Ἐγνατίας 157 — [963, 928, 1029, 942]
marseille-sub: Τὸ γνωστότατον θαλαμηγὸν — [173, 1193, 306, 1208]
doctor-text: Ἀφροδισίων καὶ δερματικῶν νοσημάτων τοῦ Ἰατροῦ ΝΙΚΟΥ ΒΑΝΤΗ. Ἀφροδισιολόγου καὶ Δερματολόγου. Ὧραι ἐπισκέψεων: 9—12 καὶ 3—5. Ἐγνατίας 42. — [466, 1193, 678, 1247]
doctors-header: =ΙΑΤΡΟΙ — ΟΔΟΝΤΟΙΑΤΡΟΙ= =ΚΛΙΝΙΚΑΙ — ΧΕΙΡΟΥΡΓΕΙΑ= — [466, 86, 678, 162]
doctor-text: Ἰατρὸς Ἀφροδισιολόγος τῶν Ἐθνικῶν Νοσοκομείων. Δέχεται 10—12 π.μ. καὶ 3—5 μ.μ. Ὁδὸς Ἐγνατίας. — [466, 1595, 678, 1635]
toys-sub4: Μεγάλη ἐκθεσις — [958, 726, 1034, 740]
doctor-name: Κ. Γ. ΣΚΙΖΑΣ — [510, 1473, 634, 1493]
athens-exchange-title: ΧΡΗΜΑΤΙΣΤΗΡΙΟΝ ΑΘΗΝΩΝ — [44, 757, 210, 793]
doctor-name: Σ. Ι. ΒΟΛΟΥΔΑΚΗΣ — [480, 768, 664, 788]
anatoli-title: „Η ΑΝΑΤΟΛΗ„ — [1245, 1021, 1505, 1056]
cotton-addr: Β. Βουλγαροκτόνου ἀριθ. 20/3 — [923, 1019, 1069, 1033]
toys-store: ΡΟΥΜΠΕΝ, ΤΣΕΧΙΟ, ΝΑΧΑΜΑ — [937, 741, 1055, 770]
pallis-text: ΤΡΙΤΗ 2 Δεκεμβρίου 6 Μ. Μ. τὸ ἀτμόπλοιον ΠΗΝΕΙΟΣ διὰ ΒΟΛΟΝ ΧΑΛΚΙΔΑ ΠΕΙΡΑΙΑ καὶ ΛΙΜΕΝΑΣ ΚΡΗΤΗΣ. ΤΕΤΑΡΤΗ 3 Δεκεμβρίου 6 Μ. Μ. τὸ μεγαλοπρεπὲς ΕΛΣΗ διὰ ΒΟΛΟΝ ΠΕΙΡΑΙΑ καὶ εὐθεῖαν ΑΛΕΞΑΝΔΡΕΙΑΝ. — [26, 1386, 453, 1427]
rate-row — [24, 342, 230, 357]
pallis-sub: (ΠΑΛΛΗΟΥ) — [165, 1357, 314, 1384]
anatoli-capital: ΗΣΦΑΛΙΣΜΕΝΑ ΚΕΦΑΛΑΙΑ 100,000,000 — [1263, 1086, 1487, 1100]
fears-text: Χθὲς ἐπραγματοποιήθη συνεργασία μεταξὺ τοῦ Γεν. Διοικητοῦ Μακεδονίας καὶ τῶν ἐκπροσώπων τοῦ Ὑπουργείου Γεωργίας. Κατὰ τὴν συνεδρίασιν ἀπεφασίσθη ἡ σύστασις ἐπιτροπῆς διὰ τὴν ἐπίλυσιν τῶν ζητημάτων τῆς ἐποικήσεως ἐν Χαλκιδικῇ ἵνα προληφθῶσι τυχὸν ἐπεισόδια. Ἡ ἐπιτροπὴ θὰ μεταβῇ ἐπιτοπίως πρὸς μελέτην τῆς καταστάσεως καὶ θὰ ὑποβάλῃ ἔκθεσιν. — [1266, 221, 1574, 303]
price-committee-text: Συνεδριάζει σήμερον ἡ Ἐπιτροπὴ τῆς Διατιμήσεως διὰ τὸν καθορισμὸν τιμῶν διαφόρων τροφίμων. — [238, 310, 455, 350]
doctor-ad — [466, 329, 678, 452]
doctor-text: ΚΛΙΝΙΚΗ ΧΕΙΡΟΥΡΓΙΚΗ ΓΥΝΑΙΚΟΛΟΓΙΚΗ. Χειρουργίαι, ἐξωτερικῶν ἀσθενῶν δι' ἐγχειρήσεις καὶ τοκετοὺς. Εὐρύχωροι καὶ καθαρώτατοι θάλαμοι. Εἰδικότητες: Παθολογική, Παιδική, Χειρουργική, Γυναικολογική, Μαιευτική, Ὀφθαλμολογική, Νευρολογική. Ὁδὸς Ἀγίου Δημητρίου. — [466, 602, 678, 712]
katerina-text: μεγάλης χωρητικότητος, ἀσφάλειαν ταχύτητος καὶ πολυτελείας, ἀναχωρήσῃ ΤΡΙΤΗΝ 9ην Δεκεμβρίου 1924 διὰ ΠΕΙΡΑΙΑ, ΜΑΣΣΑΛΙΑΝ. — [26, 1241, 453, 1268]
